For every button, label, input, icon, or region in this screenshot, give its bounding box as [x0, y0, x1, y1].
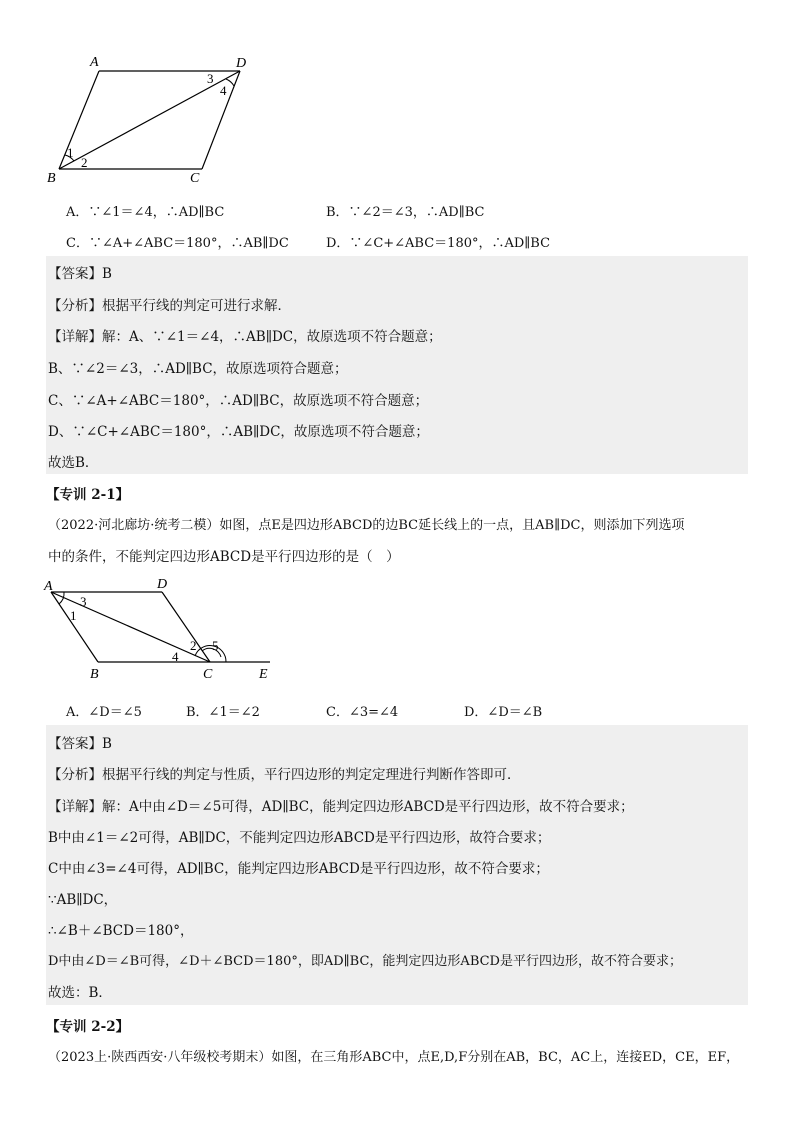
fig2-angle-arc-a [59, 592, 64, 604]
q2-detail-4: ∵AB∥DC， [48, 892, 118, 908]
q2-answer: 【答案】B [48, 736, 112, 752]
q2-option-c: C．∠3=∠4 [326, 705, 399, 720]
q2-detail-3: C中由∠3=∠4可得，AD∥BC，能判定四边形ABCD是平行四边形，故不符合要求； [48, 861, 549, 877]
q1-detail-3: C、∵∠A+∠ABC＝180°，∴AD∥BC，故原选项不符合题意； [48, 393, 429, 409]
q3-heading: 【专训 2-2】 [46, 1019, 130, 1035]
q3-stem-line-1: （2023上·陕西西安·八年级校考期末）如图，在三角形ABC中，点E,D,F分别在AB，BC，AC上，连接ED，CE，EF， [48, 1050, 740, 1065]
fig2-label-e: E [259, 667, 268, 682]
q2-detail-1: 【详解】解：A中由∠D＝∠5可得，AD∥BC，能判定四边形ABCD是平行四边形，故不符合要求； [48, 799, 634, 815]
fig2-angle-label-3: 3 [80, 594, 87, 609]
figure-2-parallelogram [40, 572, 290, 684]
q2-heading: 【专训 2-1】 [46, 487, 130, 503]
side-ab [59, 71, 99, 169]
figure-1-parallelogram [40, 50, 270, 190]
q1-detail-2: B、∵∠2＝∠3，∴AD∥BC，故原选项符合题意； [48, 361, 348, 377]
q1-detail-1: 【详解】解：A、∵∠1＝∠4，∴AB∥DC，故原选项不符合题意； [48, 329, 442, 345]
fig2-angle-label-1: 1 [70, 608, 77, 623]
label-c: C [190, 171, 200, 186]
q1-detail-5: 故选B． [48, 455, 99, 471]
fig2-label-a: A [44, 579, 53, 594]
label-a: A [90, 55, 99, 70]
q1-answer: 【答案】B [48, 266, 112, 282]
fig2-label-c: C [203, 667, 213, 682]
q2-stem-line-2: 中的条件，不能判定四边形ABCD是平行四边形的是（ ） [48, 549, 400, 565]
q2-detail-5: ∴∠B＋∠BCD＝180°， [48, 923, 194, 939]
angle-label-1: 1 [67, 145, 74, 160]
fig2-angle-label-5: 5 [212, 638, 219, 653]
q2-detail-7: 故选：B． [48, 985, 112, 1001]
fig2-label-b: B [90, 667, 99, 682]
q1-analysis: 【分析】根据平行线的判定可进行求解． [48, 298, 291, 314]
fig2-angle-label-4: 4 [172, 649, 179, 664]
q1-detail-4: D、∵∠C+∠ABC＝180°，∴AB∥DC，故原选项不符合题意； [48, 424, 429, 440]
label-d: D [236, 56, 247, 71]
fig2-angle-label-2: 2 [190, 638, 197, 653]
q2-option-d: D．∠D＝∠B [464, 705, 543, 720]
angle-label-4: 4 [220, 83, 227, 98]
q2-option-b: B．∠1＝∠2 [186, 705, 260, 720]
q2-detail-2: B中由∠1＝∠2可得，AB∥DC，不能判定四边形ABCD是平行四边形，故符合要求； [48, 830, 551, 846]
label-b: B [47, 171, 56, 186]
fig2-label-d: D [157, 577, 168, 592]
q2-option-a: A．∠D＝∠5 [66, 705, 142, 720]
q2-stem-line-1: （2022·河北廊坊·统考二模）如图，点E是四边形ABCD的边BC延长线上的一点，且AB∥DC，则添加下列选项 [48, 518, 685, 533]
q1-option-d: D．∵∠C+∠ABC＝180°，∴AD∥BC [326, 236, 551, 251]
q1-option-a: A．∵∠1＝∠4，∴AD∥BC [66, 205, 225, 220]
q2-analysis: 【分析】根据平行线的判定与性质，平行四边形的判定定理进行判断作答即可． [48, 767, 521, 783]
q2-detail-6: D中由∠D＝∠B可得，∠D＋∠BCD＝180°，即AD∥BC，能判定四边形ABCD是平行四边形，故不符合要求； [48, 954, 682, 969]
q1-option-c: C．∵∠A+∠ABC＝180°，∴AB∥DC [66, 236, 289, 251]
q1-option-b: B．∵∠2＝∠3，∴AD∥BC [326, 205, 485, 220]
angle-arc-d [226, 79, 234, 86]
angle-label-2: 2 [81, 155, 88, 170]
angle-label-3: 3 [207, 71, 214, 86]
